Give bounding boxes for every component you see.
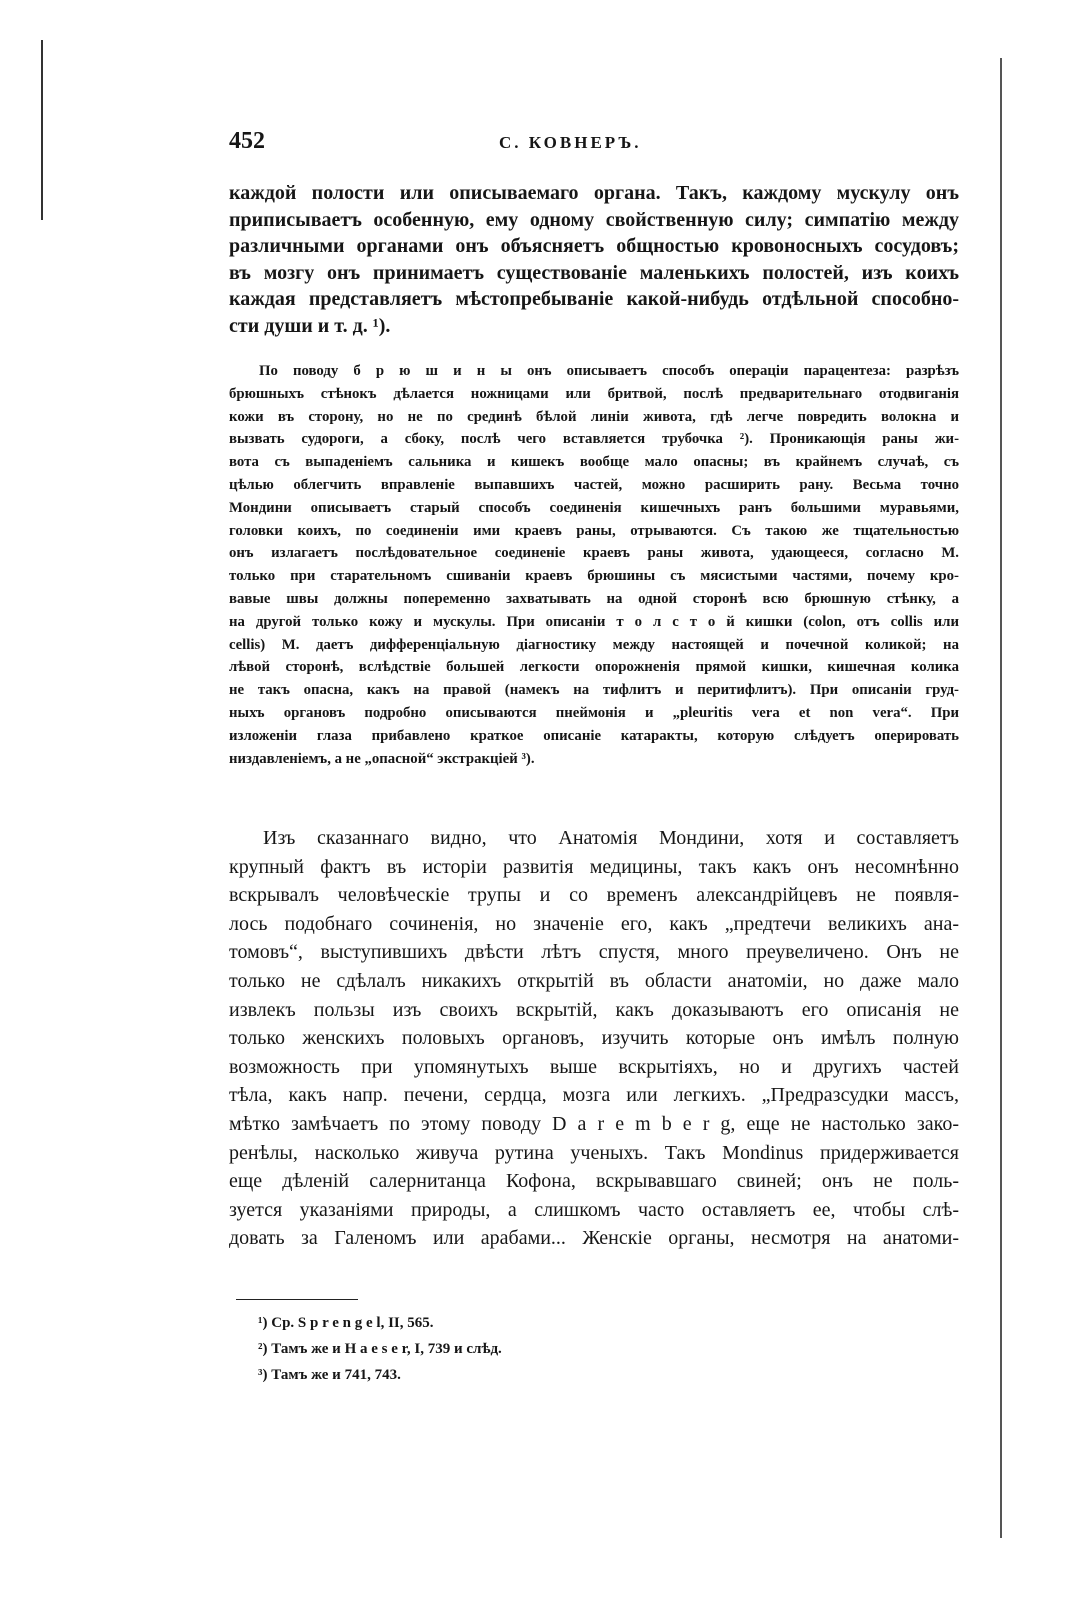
text-line: не такъ опасна, какъ на правой (намекъ на тифлитъ и перитифлитъ). При описаніи груд- [229,682,959,699]
text-line: По поводу б р ю ш и н ы онъ описываетъ способъ операціи парацентеза: разрѣзъ [259,363,959,379]
text-line: только женскихъ половыхъ органовъ, изучить которые онъ имѣлъ полную [229,1027,959,1050]
text-line: довать за Галеномъ или арабами... Женскіе органы, несмотря на анатоми- [229,1227,959,1250]
text-line: на другой только кожу и мускулы. При описаніи т о л с т о й кишки (colon, отъ collis или [229,613,959,630]
text-line: каждая представляетъ мѣстопребываніе какой-нибудь отдѣльной способно- [229,288,959,310]
text-line: вавые швы должны попеременно захватывать на одной сторонѣ всю брюшную стѣнку, а [229,590,959,607]
footnote-1: ¹) Ср. S p r e n g e l, II, 565. [258,1315,434,1331]
text-line: онъ излагаетъ послѣдовательное соединеніе краевъ раны живота, удающееся, согласно М. [229,545,959,562]
paragraph-1 [229,180,959,339]
text-line: кожи въ сторону, но не по срединѣ бѣлой линіи живота, гдѣ легче повредить волокна и [229,408,959,425]
text-line: вота съ выпаденіемъ сальника и кишекъ вообще мало опасны; въ крайнемъ случаѣ, съ [229,454,959,471]
text-line: въ мозгу онъ принимаетъ существованіе маленькихъ полостей, изъ коихъ [229,261,959,284]
text-line: сти души и т. д. ¹). [229,314,391,337]
text-line: cellis) М. даетъ дифференціальную діагностику между настоящей и почечной коликой; на [229,636,959,653]
paragraph-2-small-print [229,360,959,770]
scan-edge-line-right [1000,58,1002,1538]
text-line: возможность при упомянутыхъ выше вскрытіяхъ, но и другихъ частей [229,1055,959,1078]
text-line: Изъ сказаннаго видно, что Анатомія Мондини, хотя и составляетъ [263,827,959,849]
paragraph-3 [229,824,959,1253]
footnotes [258,1310,758,1388]
page-header [229,128,959,158]
text-line: лѣвой сторонѣ, вслѣдствіе большей легкости опорожненія прямой кишки, кишечная колика [229,659,959,676]
text-line: еще дѣленій салернитанца Кофона, вскрывавшаго свиней; онъ не поль- [229,1170,959,1193]
text-line: лось подобнаго сочиненія, но значеніе его, какъ „предтечи великихъ ана- [229,912,959,935]
text-line: Мондини описываетъ старый способъ соединенія кишечныхъ ранъ большими муравьями, [229,499,959,516]
text-line: приписываетъ особенную, ему одному свойственную силу; симпатію между [229,208,959,231]
text-line: низдавленіемъ, а не „опасной“ экстракціей ³). [229,750,535,767]
footnote-3: ³) Тамъ же и 741, 743. [258,1367,401,1383]
text-line: ренѣлы, насколько живуча рутина ученыхъ. Такъ Mondinus придерживается [229,1141,959,1164]
text-line: только не сдѣлалъ никакихъ открытій въ области анатоміи, но даже мало [229,969,959,992]
text-line: вызвать судороги, а сбоку, послѣ чего вставляется трубочка ²). Проникающія раны жи- [229,431,959,448]
text-line: цѣлью облегчить вправленіе выпавшихъ частей, можно расширить рану. Весьма точно [229,476,959,493]
text-line: ныхъ органовъ подробно описываются пнеймонія и „pleuritis vera et non vera“. При [229,704,959,721]
text-line: изложеніи глаза прибавлено краткое описаніе катаракты, которую слѣдуетъ оперировать [229,727,959,744]
text-line: головки коихъ, по соединеніи ими краевъ раны, отрываются. Съ такою же тщательностью [229,522,959,539]
page-number: 452 [229,128,265,154]
text-line: различными органами онъ объясняетъ общностью кровоносныхъ сосудовъ; [229,235,959,257]
text-line: мѣтко замѣчаетъ по этому поводу D a r e m b e r g, еще не настолько зако- [229,1112,959,1135]
text-line: зуется указаніями природы, а слишкомъ часто оставляетъ ее, чтобы слѣ- [229,1198,959,1221]
footnote-2: ²) Тамъ же и H a e s e r, I, 739 и слѣд. [258,1341,502,1357]
text-line: каждой полости или описываемаго органа. Такъ, каждому мускулу онъ [229,182,959,204]
text-line: только при старательномъ сшиваніи краевъ брюшины съ мясистыми частями, почему кро- [229,568,959,585]
text-line: крупный фактъ въ исторіи развитія медицины, такъ какъ онъ несомнѣнно [229,855,959,878]
text-line: томовъ“, выступившихъ двѣсти лѣтъ спустя, много преувеличено. Онъ не [229,941,959,964]
text-line: тѣла, какъ напр. печени, сердца, мозга или легкихъ. „Предразсудки массъ, [229,1084,959,1107]
text-line: извлекъ пользы изъ своихъ вскрытій, какъ доказываютъ его описанія не [229,998,959,1021]
running-head-author: С. КОВНЕРЪ. [499,133,642,152]
text-line: брюшныхъ стѣнокъ дѣлается ножницами или бритвой, послѣ предварительнаго отодвиганія [229,385,959,402]
footnote-divider [236,1299,358,1300]
scan-edge-line-left [41,40,43,220]
text-line: вскрывалъ человѣческіе трупы и со временъ александрійцевъ не появля- [229,884,959,907]
